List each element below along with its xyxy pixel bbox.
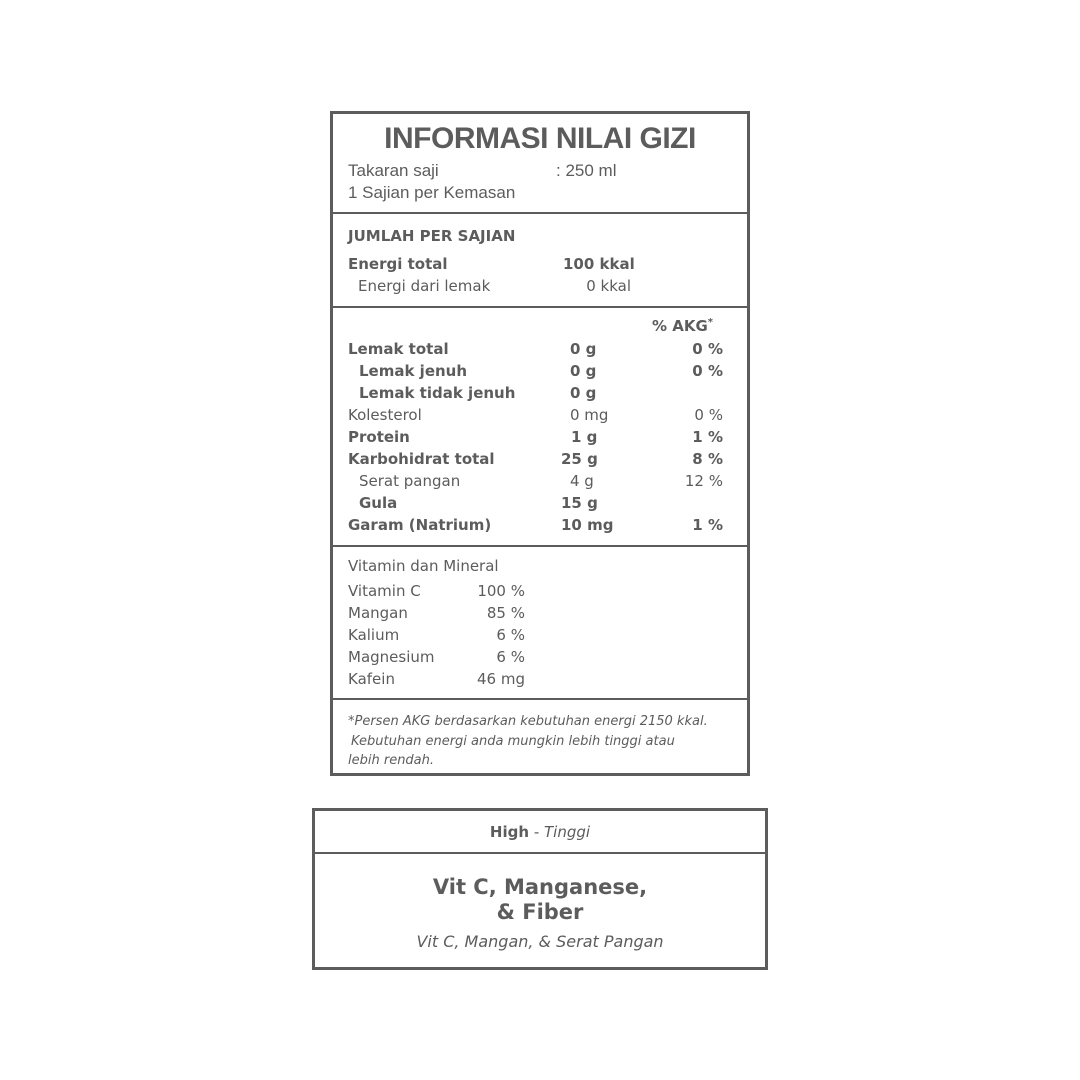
high-translation: Tinggi [544, 823, 591, 841]
energy-fat-value: 0 kkal [586, 277, 631, 295]
serving-size-value: : 250 ml [556, 161, 617, 180]
nutrient-amount: 0 g [570, 384, 597, 402]
label-title: INFORMASI NILAI GIZI [384, 122, 696, 155]
nutrients-section [333, 308, 747, 547]
nutrient-amount: 1 g [571, 428, 598, 446]
nutrient-name: Garam (Natrium) [348, 516, 492, 534]
nutrient-akg: 1 % [692, 428, 723, 446]
akg-asterisk: * [707, 317, 713, 328]
vitamin-value: 6 % [496, 626, 525, 644]
high-header [315, 811, 765, 854]
energy-fat-label: Energi dari lemak [358, 277, 491, 295]
vitamin-name: Vitamin C [348, 582, 421, 600]
vitamin-name: Mangan [348, 604, 408, 622]
nutrient-name: Lemak tidak jenuh [359, 384, 516, 402]
energy-total-label: Energi total [348, 255, 448, 273]
vitamin-value: 46 mg [477, 670, 525, 688]
nutrient-amount: 15 g [561, 494, 598, 512]
nutrient-amount: 0 mg [570, 406, 609, 424]
nutrient-akg: 12 % [684, 472, 723, 490]
high-label: High [489, 823, 530, 841]
high-in-box [312, 808, 768, 970]
high-nutrients-translation: Vit C, Mangan, & Serat Pangan [416, 932, 664, 951]
high-nutrients-line-2: & Fiber [496, 900, 584, 924]
footnote-section [333, 700, 747, 773]
akg-header-text: % AKG [651, 317, 708, 335]
vitamin-name: Kalium [348, 626, 400, 644]
vitamin-value: 85 % [486, 604, 525, 622]
vitamin-value: 100 % [477, 582, 525, 600]
nutrient-name: Karbohidrat total [348, 450, 495, 468]
nutrient-amount: 0 g [570, 362, 597, 380]
akg-header [633, 316, 713, 336]
nutrient-name: Kolesterol [348, 406, 422, 424]
nutrient-name: Serat pangan [359, 472, 461, 490]
nutrient-name: Lemak jenuh [359, 362, 468, 380]
akg-footnote [348, 712, 743, 771]
nutrient-amount: 10 mg [561, 516, 614, 534]
nutrient-akg: 1 % [692, 516, 723, 534]
footnote-line-1: *Persen AKG berdasarkan kebutuhan energi 2150 kkal. [348, 714, 708, 729]
amount-heading: JUMLAH PER SAJIAN [348, 227, 516, 245]
high-label-line [315, 823, 765, 841]
vitamin-name: Magnesium [348, 648, 435, 666]
servings-per-pack: 1 Sajian per Kemasan [348, 183, 516, 202]
label-header [333, 114, 747, 214]
vitamin-value: 6 % [496, 648, 525, 666]
nutrient-amount: 25 g [561, 450, 598, 468]
nutrient-amount: 0 g [570, 340, 597, 358]
nutrition-facts-label [330, 111, 750, 776]
nutrient-amount: 4 g [570, 472, 594, 490]
energy-total-value: 100 kkal [563, 255, 635, 273]
amount-per-serving-section [333, 214, 747, 308]
serving-size-label: Takaran saji [348, 161, 439, 180]
nutrient-akg: 8 % [692, 450, 723, 468]
footnote-line-3: lebih rendah. [348, 753, 435, 768]
nutrient-name: Gula [359, 494, 398, 512]
vitamin-name: Kafein [348, 670, 395, 688]
nutrient-akg: 0 % [692, 340, 723, 358]
footnote-line-2: Kebutuhan energi anda mungkin lebih tinggi atau [351, 733, 675, 749]
nutrient-name: Protein [348, 428, 410, 446]
vitamins-section [333, 547, 747, 700]
nutrient-akg: 0 % [692, 362, 723, 380]
high-separator: - [529, 823, 544, 841]
nutrient-akg: 0 % [694, 406, 723, 424]
high-nutrients-line-1: Vit C, Manganese, [432, 875, 648, 899]
nutrient-name: Lemak total [348, 340, 449, 358]
vitamins-heading: Vitamin dan Mineral [348, 557, 499, 575]
